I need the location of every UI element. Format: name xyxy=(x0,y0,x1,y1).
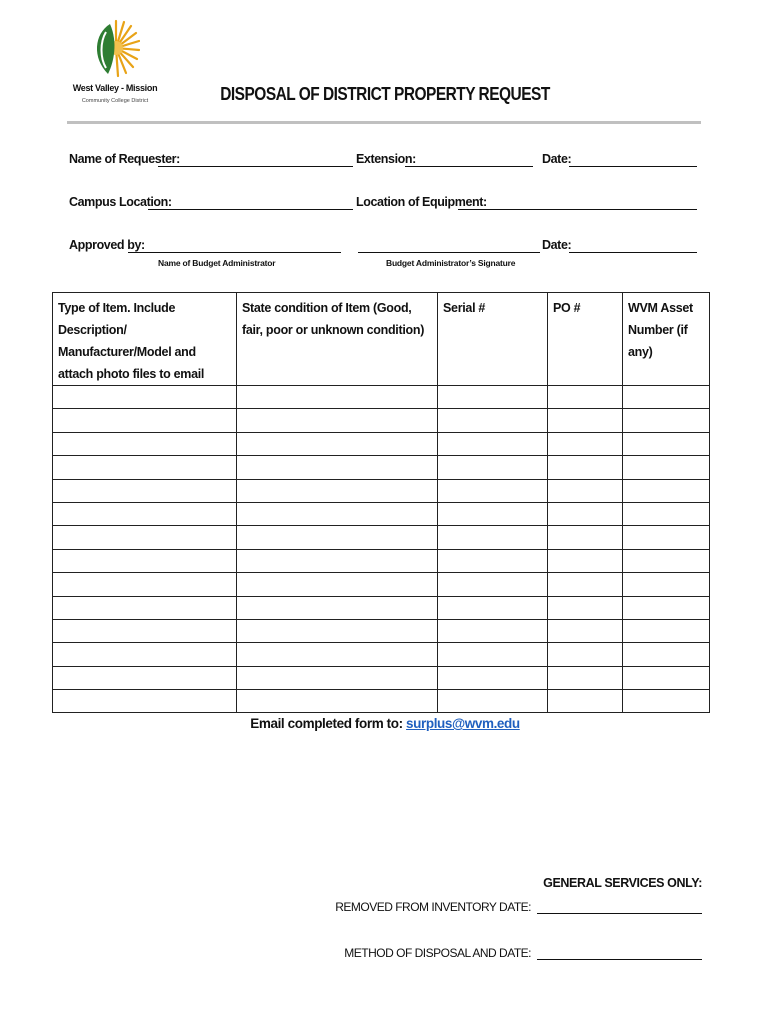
table-cell[interactable] xyxy=(237,386,438,409)
requester-field[interactable] xyxy=(158,166,353,167)
table-cell[interactable] xyxy=(53,573,237,596)
table-cell[interactable] xyxy=(438,596,548,619)
table-cell[interactable] xyxy=(623,502,710,525)
campus-label: Campus Location: xyxy=(69,195,172,209)
table-cell[interactable] xyxy=(53,502,237,525)
table-row xyxy=(53,549,710,572)
table-cell[interactable] xyxy=(623,479,710,502)
table-row xyxy=(53,643,710,666)
budget-admin-signature-field[interactable] xyxy=(358,252,540,253)
table-cell[interactable] xyxy=(438,666,548,689)
logo-name: West Valley - Mission xyxy=(72,83,158,93)
table-row xyxy=(53,666,710,689)
table-row xyxy=(53,409,710,432)
table-cell[interactable] xyxy=(548,573,623,596)
table-cell[interactable] xyxy=(237,456,438,479)
table-cell[interactable] xyxy=(438,386,548,409)
header-condition: State condition of Item (Good, fair, poor or unknown condition) xyxy=(237,293,438,386)
table-cell[interactable] xyxy=(623,619,710,642)
table-cell[interactable] xyxy=(53,479,237,502)
table-cell[interactable] xyxy=(438,479,548,502)
table-cell[interactable] xyxy=(438,643,548,666)
table-cell[interactable] xyxy=(548,409,623,432)
table-cell[interactable] xyxy=(53,456,237,479)
table-cell[interactable] xyxy=(623,409,710,432)
table-cell[interactable] xyxy=(237,643,438,666)
table-cell[interactable] xyxy=(53,643,237,666)
approved-by-label: Approved by: xyxy=(69,238,145,252)
requester-label: Name of Requester: xyxy=(69,152,180,166)
header-item-type: Type of Item. Include Description/ Manufacturer/Model and attach photo files to email xyxy=(53,293,237,386)
table-cell[interactable] xyxy=(548,386,623,409)
disposal-method-label: METHOD OF DISPOSAL AND DATE: xyxy=(344,946,531,960)
equipment-location-label: Location of Equipment: xyxy=(356,195,487,209)
table-cell[interactable] xyxy=(438,502,548,525)
title-divider xyxy=(67,121,701,124)
logo-subtitle: Community College District xyxy=(81,98,149,104)
page-title: DISPOSAL OF DISTRICT PROPERTY REQUEST xyxy=(220,84,550,104)
table-cell[interactable] xyxy=(623,456,710,479)
logo-sunburst-icon xyxy=(88,18,140,78)
table-cell[interactable] xyxy=(623,690,710,713)
table-cell[interactable] xyxy=(548,643,623,666)
table-header-row xyxy=(53,293,710,386)
email-instruction xyxy=(0,716,770,731)
table-cell[interactable] xyxy=(237,432,438,455)
table-cell[interactable] xyxy=(53,409,237,432)
table-cell[interactable] xyxy=(623,386,710,409)
table-cell[interactable] xyxy=(548,549,623,572)
table-cell[interactable] xyxy=(237,479,438,502)
table-cell[interactable] xyxy=(237,573,438,596)
table-cell[interactable] xyxy=(438,432,548,455)
extension-field[interactable] xyxy=(405,166,533,167)
table-cell[interactable] xyxy=(237,549,438,572)
removed-date-label: REMOVED FROM INVENTORY DATE: xyxy=(335,900,531,914)
table-cell[interactable] xyxy=(237,409,438,432)
table-cell[interactable] xyxy=(623,526,710,549)
table-row xyxy=(53,479,710,502)
table-cell[interactable] xyxy=(53,666,237,689)
header-po: PO # xyxy=(548,293,623,386)
table-row xyxy=(53,690,710,713)
table-cell[interactable] xyxy=(623,643,710,666)
table-cell[interactable] xyxy=(438,526,548,549)
campus-field[interactable] xyxy=(148,209,353,210)
approved-date-field[interactable] xyxy=(569,252,697,253)
table-cell[interactable] xyxy=(548,596,623,619)
table-cell[interactable] xyxy=(548,502,623,525)
table-cell[interactable] xyxy=(237,666,438,689)
header-asset-number: WVM Asset Number (if any) xyxy=(623,293,710,386)
extension-label: Extension: xyxy=(356,152,416,166)
table-row xyxy=(53,526,710,549)
table-cell[interactable] xyxy=(53,619,237,642)
table-cell[interactable] xyxy=(623,666,710,689)
table-cell[interactable] xyxy=(548,666,623,689)
table-cell[interactable] xyxy=(53,596,237,619)
table-row xyxy=(53,502,710,525)
email-label: Email completed form to: xyxy=(250,716,403,731)
table-cell[interactable] xyxy=(548,432,623,455)
table-cell[interactable] xyxy=(237,596,438,619)
table-cell[interactable] xyxy=(438,456,548,479)
table-row xyxy=(53,596,710,619)
table-cell[interactable] xyxy=(438,409,548,432)
table-cell[interactable] xyxy=(237,502,438,525)
table-body xyxy=(53,386,710,713)
table-cell[interactable] xyxy=(623,573,710,596)
table-cell[interactable] xyxy=(438,619,548,642)
header-serial: Serial # xyxy=(438,293,548,386)
table-cell[interactable] xyxy=(548,690,623,713)
items-table xyxy=(52,292,710,713)
table-row xyxy=(53,573,710,596)
approved-date-label: Date: xyxy=(542,238,572,252)
table-cell[interactable] xyxy=(548,619,623,642)
table-cell[interactable] xyxy=(237,526,438,549)
table-cell[interactable] xyxy=(623,596,710,619)
equipment-location-field[interactable] xyxy=(458,209,697,210)
table-cell[interactable] xyxy=(237,619,438,642)
table-cell[interactable] xyxy=(548,479,623,502)
table-cell[interactable] xyxy=(237,690,438,713)
table-cell[interactable] xyxy=(53,690,237,713)
general-services-title: GENERAL SERVICES ONLY: xyxy=(543,876,702,890)
table-cell[interactable] xyxy=(53,432,237,455)
budget-admin-signature-caption: Budget Administrator’s Signature xyxy=(386,258,516,268)
table-cell[interactable] xyxy=(438,549,548,572)
budget-admin-name-field[interactable] xyxy=(128,252,341,253)
table-cell[interactable] xyxy=(548,456,623,479)
table-cell[interactable] xyxy=(438,573,548,596)
table-cell[interactable] xyxy=(623,549,710,572)
table-cell[interactable] xyxy=(438,690,548,713)
disposal-method-field[interactable] xyxy=(537,947,702,960)
table-row xyxy=(53,619,710,642)
table-cell[interactable] xyxy=(53,549,237,572)
table-row xyxy=(53,456,710,479)
email-link[interactable]: surplus@wvm.edu xyxy=(406,716,520,731)
table-cell[interactable] xyxy=(623,432,710,455)
disposal-method-row xyxy=(344,946,702,960)
table-row xyxy=(53,432,710,455)
removed-date-field[interactable] xyxy=(537,901,702,914)
table-cell[interactable] xyxy=(53,526,237,549)
date-label: Date: xyxy=(542,152,572,166)
table-cell[interactable] xyxy=(548,526,623,549)
table-cell[interactable] xyxy=(53,386,237,409)
date-field[interactable] xyxy=(569,166,697,167)
budget-admin-name-caption: Name of Budget Administrator xyxy=(158,258,276,268)
logo xyxy=(88,18,140,78)
table-row xyxy=(53,386,710,409)
removed-date-row xyxy=(335,900,702,914)
